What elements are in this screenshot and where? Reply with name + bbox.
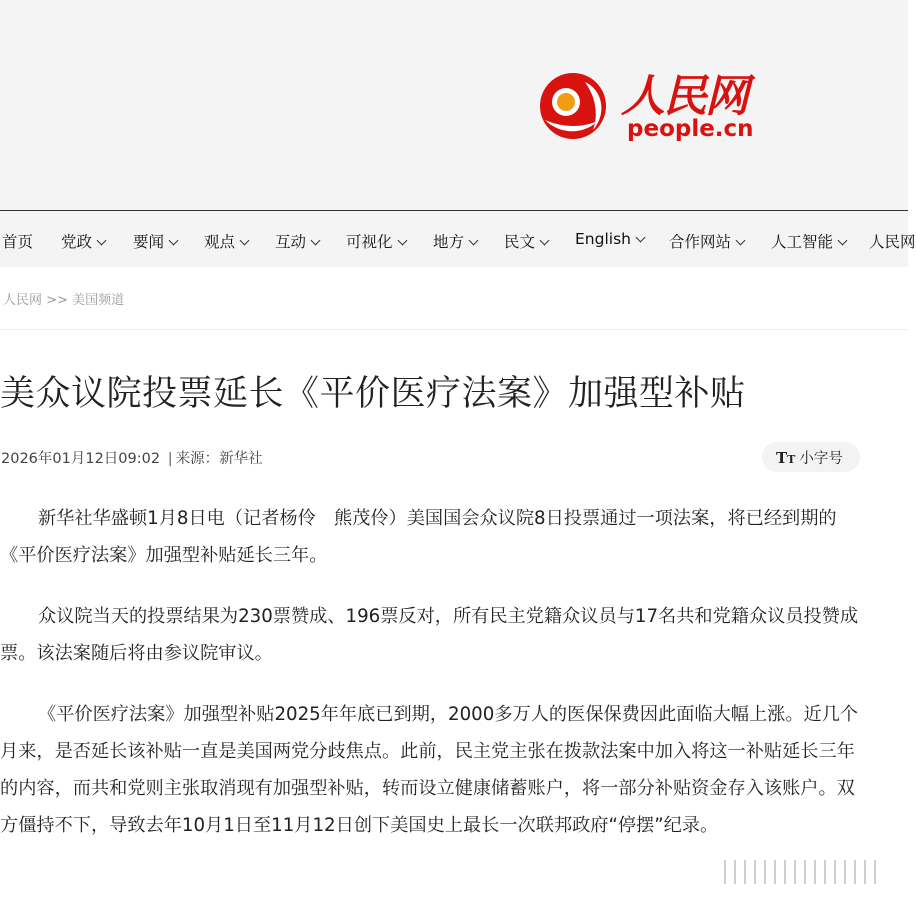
- article-body: [0, 500, 862, 868]
- nav-label: 首页: [2, 233, 34, 251]
- chevron-down-icon: [97, 236, 107, 246]
- nav-item-visualization[interactable]: [346, 230, 406, 252]
- header-band: [0, 0, 908, 210]
- source-name: 新华社: [219, 451, 263, 467]
- nav-item-local[interactable]: [433, 230, 477, 252]
- nav-label: 地方: [433, 233, 465, 251]
- nav-item-minority-lang[interactable]: [504, 230, 548, 252]
- font-size-toggle-button[interactable]: [762, 442, 860, 472]
- nav-item-people-net[interactable]: [869, 230, 916, 252]
- chevron-down-icon: [736, 236, 746, 246]
- people-logo-emblem-icon: [533, 64, 617, 148]
- source-label: 来源：: [175, 451, 220, 467]
- nav-label: 要闻: [133, 233, 165, 251]
- article-paragraph: 《平价医疗法案》加强型补贴2025年年底已到期，2000多万人的医保保费因此面临大幅上涨。近几个月来，是否延长该补贴一直是美国两党分歧焦点。此前，民主党主张在拨款法案中加入将这一补贴延长三年的内容，而共和党则主张取消现有加强型补贴，转而设立健康储蓄账户，将一部分补贴资金存入该账户。双方僵持不下，导致去年10月1日至11月12日创下美国史上最长一次联邦政府“停摆”纪录。: [0, 704, 859, 836]
- chevron-down-icon: [540, 236, 550, 246]
- main-nav: [0, 210, 916, 267]
- nav-label: 人民网: [869, 233, 916, 251]
- font-size-label: 小字号: [799, 451, 843, 467]
- nav-label: 人工智能: [771, 233, 834, 251]
- nav-label: 可视化: [346, 233, 393, 251]
- chevron-down-icon: [311, 236, 321, 246]
- article-paragraph: 众议院当天的投票结果为230票赞成、196票反对，所有民主党籍众议员与17名共和党籍众议员投赞成票。该法案随后将由参议院审议。: [0, 606, 859, 664]
- nav-label: 互动: [275, 233, 307, 251]
- nav-item-party-gov[interactable]: [61, 230, 105, 252]
- article-meta: [1, 447, 263, 468]
- font-size-icon: TT: [776, 449, 796, 467]
- breadcrumb-home-link[interactable]: 人民网: [3, 293, 43, 308]
- nav-label: 民文: [504, 233, 536, 251]
- chevron-down-icon: [169, 236, 179, 246]
- breadcrumb: [3, 289, 124, 308]
- chevron-down-icon: [636, 233, 646, 243]
- article-title: 美众议院投票延长《平价医疗法案》加强型补贴: [0, 374, 746, 414]
- chevron-down-icon: [240, 236, 250, 246]
- scroll-watermark-icon: [724, 860, 886, 884]
- meta-separator: |: [167, 451, 173, 467]
- article-paragraph: 新华社华盛顿1月8日电（记者杨伶 熊茂伶）美国国会众议院8日投票通过一项法案，将已经到期的《平价医疗法案》加强型补贴延长三年。: [0, 508, 837, 566]
- chevron-down-icon: [397, 236, 407, 246]
- nav-item-ai[interactable]: [771, 230, 846, 252]
- publish-date: 2026年01月12日09:02: [1, 451, 161, 467]
- breadcrumb-separator: >>: [46, 293, 68, 308]
- site-logo[interactable]: [533, 64, 753, 148]
- logo-domain-text: people.cn: [627, 116, 754, 142]
- nav-label: 合作网站: [669, 233, 732, 251]
- nav-item-interaction[interactable]: [275, 230, 319, 252]
- nav-label: English: [575, 230, 631, 248]
- chevron-down-icon: [469, 236, 479, 246]
- chevron-down-icon: [838, 236, 848, 246]
- nav-item-english[interactable]: [575, 230, 644, 248]
- nav-item-home[interactable]: [2, 230, 33, 252]
- breadcrumb-channel-link[interactable]: 美国频道: [72, 293, 125, 308]
- nav-item-news[interactable]: [133, 230, 177, 252]
- nav-item-opinion[interactable]: [204, 230, 248, 252]
- nav-label: 党政: [61, 233, 93, 251]
- logo-chinese-text: 人民网: [621, 71, 747, 122]
- divider: [0, 329, 908, 330]
- nav-label: 观点: [204, 233, 236, 251]
- nav-item-partner-sites[interactable]: [669, 230, 744, 252]
